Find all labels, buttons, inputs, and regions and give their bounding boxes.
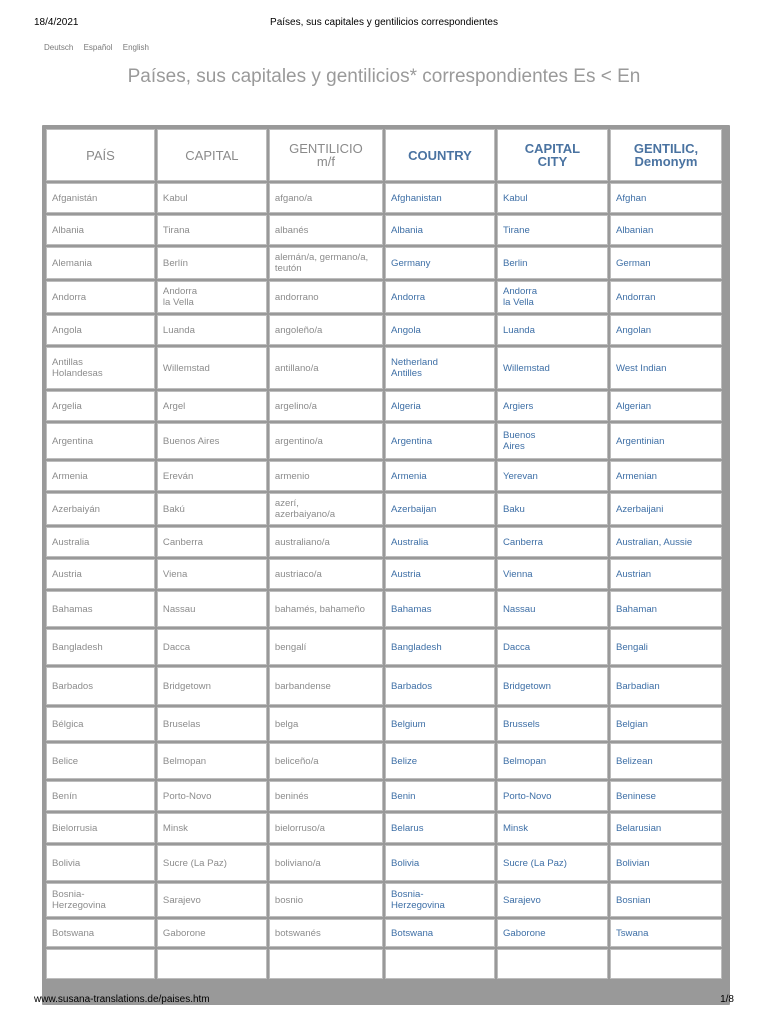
cell-demonym: Andorran: [610, 281, 722, 313]
table-row: [46, 247, 722, 279]
cell-capital-city: Dacca: [497, 629, 608, 665]
cell-demonym: Tswana: [610, 919, 722, 947]
table-row: [46, 461, 722, 491]
table-row: [46, 629, 722, 665]
cell-capital: Canberra: [157, 527, 267, 557]
cell-gentilicio: andorrano: [269, 281, 383, 313]
cell-pais: Afganistán: [46, 183, 155, 213]
table-row: [46, 919, 722, 947]
cell-empty: [385, 949, 495, 979]
cell-gentilicio: bahamés, bahameño: [269, 591, 383, 627]
cell-capital-city: Andorra la Vella: [497, 281, 608, 313]
header-gentilicio: GENTILICIO m/f: [269, 129, 383, 181]
table-row-partial: [46, 949, 722, 979]
table-row: [46, 707, 722, 741]
print-url: www.susana-translations.de/paises.htm: [34, 994, 210, 1005]
cell-demonym: Bosnian: [610, 883, 722, 917]
header-country: COUNTRY: [385, 129, 495, 181]
cell-gentilicio: afgano/a: [269, 183, 383, 213]
cell-pais: Bangladesh: [46, 629, 155, 665]
cell-capital-city: Yerevan: [497, 461, 608, 491]
table-row: [46, 391, 722, 421]
cell-capital-city: Sarajevo: [497, 883, 608, 917]
table-row: [46, 315, 722, 345]
table-row: [46, 667, 722, 705]
cell-capital-city: Argiers: [497, 391, 608, 421]
cell-country: Bolivia: [385, 845, 495, 881]
cell-country: Australia: [385, 527, 495, 557]
cell-pais: Belice: [46, 743, 155, 779]
cell-capital-city: Luanda: [497, 315, 608, 345]
cell-capital: Viena: [157, 559, 267, 589]
cell-demonym: Barbadian: [610, 667, 722, 705]
cell-pais: Bahamas: [46, 591, 155, 627]
cell-gentilicio: albanés: [269, 215, 383, 245]
cell-demonym: West Indian: [610, 347, 722, 389]
cell-country: Albania: [385, 215, 495, 245]
cell-demonym: Belizean: [610, 743, 722, 779]
cell-capital-city: Belmopan: [497, 743, 608, 779]
cell-gentilicio: antillano/a: [269, 347, 383, 389]
countries-table: [44, 127, 724, 981]
cell-country: Bosnia- Herzegovina: [385, 883, 495, 917]
print-title: Países, sus capitales y gentilicios correspondientes: [270, 17, 498, 28]
cell-demonym: Belgian: [610, 707, 722, 741]
cell-demonym: Armenian: [610, 461, 722, 491]
cell-country: Netherland Antilles: [385, 347, 495, 389]
cell-demonym: Bahaman: [610, 591, 722, 627]
cell-pais: Benín: [46, 781, 155, 811]
table-row: [46, 215, 722, 245]
cell-country: Barbados: [385, 667, 495, 705]
language-link-english[interactable]: English: [122, 43, 149, 52]
table-row: [46, 423, 722, 459]
table-row: [46, 527, 722, 557]
cell-pais: Antillas Holandesas: [46, 347, 155, 389]
cell-pais: Andorra: [46, 281, 155, 313]
cell-country: Belarus: [385, 813, 495, 843]
header-demonym: GENTILIC, Demonym: [610, 129, 722, 181]
table-row: [46, 281, 722, 313]
cell-empty: [46, 949, 155, 979]
cell-gentilicio: azerí, azerbaiyano/a: [269, 493, 383, 525]
cell-gentilicio: boliviano/a: [269, 845, 383, 881]
cell-capital: Gaborone: [157, 919, 267, 947]
cell-gentilicio: australiano/a: [269, 527, 383, 557]
cell-capital: Bridgetown: [157, 667, 267, 705]
cell-pais: Argelia: [46, 391, 155, 421]
cell-demonym: German: [610, 247, 722, 279]
cell-capital: Sucre (La Paz): [157, 845, 267, 881]
cell-pais: Bolivia: [46, 845, 155, 881]
cell-capital-city: Brussels: [497, 707, 608, 741]
cell-empty: [610, 949, 722, 979]
cell-country: Bahamas: [385, 591, 495, 627]
cell-pais: Albania: [46, 215, 155, 245]
table-row: [46, 493, 722, 525]
cell-pais: Angola: [46, 315, 155, 345]
cell-capital-city: Sucre (La Paz): [497, 845, 608, 881]
print-header: [34, 17, 734, 31]
cell-demonym: Albanian: [610, 215, 722, 245]
cell-pais: Argentina: [46, 423, 155, 459]
cell-capital: Willemstad: [157, 347, 267, 389]
cell-pais: Bosnia- Herzegovina: [46, 883, 155, 917]
cell-pais: Armenia: [46, 461, 155, 491]
cell-demonym: Beninese: [610, 781, 722, 811]
cell-gentilicio: bielorruso/a: [269, 813, 383, 843]
cell-pais: Bielorrusia: [46, 813, 155, 843]
cell-demonym: Angolan: [610, 315, 722, 345]
language-link-deutsch[interactable]: Deutsch: [44, 43, 74, 52]
cell-capital-city: Canberra: [497, 527, 608, 557]
cell-capital-city: Minsk: [497, 813, 608, 843]
cell-gentilicio: argentino/a: [269, 423, 383, 459]
cell-demonym: Azerbaijani: [610, 493, 722, 525]
print-footer: [34, 994, 734, 1005]
print-page-number: 1/8: [720, 994, 734, 1005]
cell-pais: Bélgica: [46, 707, 155, 741]
language-link-espanol[interactable]: Español: [83, 43, 113, 52]
cell-gentilicio: alemán/a, germano/a, teutón: [269, 247, 383, 279]
cell-gentilicio: beliceño/a: [269, 743, 383, 779]
cell-pais: Alemania: [46, 247, 155, 279]
cell-demonym: Bengali: [610, 629, 722, 665]
cell-capital: Kabul: [157, 183, 267, 213]
cell-gentilicio: belga: [269, 707, 383, 741]
cell-capital: Buenos Aires: [157, 423, 267, 459]
cell-demonym: Australian, Aussie: [610, 527, 722, 557]
cell-capital: Ereván: [157, 461, 267, 491]
cell-capital: Berlín: [157, 247, 267, 279]
cell-capital-city: Porto-Novo: [497, 781, 608, 811]
countries-table-frame: [42, 125, 730, 1005]
page-title: Países, sus capitales y gentilicios* correspondientes Es < En: [127, 66, 641, 87]
cell-country: Bangladesh: [385, 629, 495, 665]
cell-capital-city: Berlin: [497, 247, 608, 279]
cell-capital-city: Bridgetown: [497, 667, 608, 705]
cell-country: Austria: [385, 559, 495, 589]
cell-capital: Bruselas: [157, 707, 267, 741]
cell-capital-city: Tirane: [497, 215, 608, 245]
table-row: [46, 781, 722, 811]
table-row: [46, 813, 722, 843]
cell-capital: Argel: [157, 391, 267, 421]
cell-empty: [497, 949, 608, 979]
cell-demonym: Bolivian: [610, 845, 722, 881]
cell-gentilicio: botswanés: [269, 919, 383, 947]
print-date: 18/4/2021: [34, 17, 79, 28]
cell-gentilicio: armenio: [269, 461, 383, 491]
cell-capital: Belmopan: [157, 743, 267, 779]
cell-pais: Austria: [46, 559, 155, 589]
cell-capital-city: Baku: [497, 493, 608, 525]
cell-capital: Bakú: [157, 493, 267, 525]
cell-country: Algeria: [385, 391, 495, 421]
cell-country: Botswana: [385, 919, 495, 947]
cell-demonym: Algerian: [610, 391, 722, 421]
cell-pais: Azerbaiyán: [46, 493, 155, 525]
cell-capital-city: Willemstad: [497, 347, 608, 389]
cell-country: Andorra: [385, 281, 495, 313]
cell-gentilicio: austriaco/a: [269, 559, 383, 589]
table-row: [46, 183, 722, 213]
language-links: [44, 43, 157, 52]
cell-capital-city: Kabul: [497, 183, 608, 213]
cell-country: Germany: [385, 247, 495, 279]
cell-pais: Australia: [46, 527, 155, 557]
table-body: [46, 183, 722, 979]
cell-country: Azerbaijan: [385, 493, 495, 525]
cell-country: Armenia: [385, 461, 495, 491]
cell-capital: Luanda: [157, 315, 267, 345]
cell-country: Benin: [385, 781, 495, 811]
cell-demonym: Argentinian: [610, 423, 722, 459]
cell-country: Angola: [385, 315, 495, 345]
cell-capital: Sarajevo: [157, 883, 267, 917]
cell-gentilicio: beninés: [269, 781, 383, 811]
table-row: [46, 845, 722, 881]
header-capital-city: CAPITAL CITY: [497, 129, 608, 181]
cell-capital-city: Buenos Aires: [497, 423, 608, 459]
table-row: [46, 743, 722, 779]
cell-capital: Minsk: [157, 813, 267, 843]
table-row: [46, 559, 722, 589]
cell-country: Argentina: [385, 423, 495, 459]
header-capital: CAPITAL: [157, 129, 267, 181]
cell-gentilicio: argelino/a: [269, 391, 383, 421]
cell-pais: Barbados: [46, 667, 155, 705]
cell-capital: Nassau: [157, 591, 267, 627]
cell-capital: Andorra la Vella: [157, 281, 267, 313]
header-pais: PAÍS: [46, 129, 155, 181]
cell-country: Belgium: [385, 707, 495, 741]
cell-capital: Porto-Novo: [157, 781, 267, 811]
table-header-row: [46, 129, 722, 181]
table-row: [46, 347, 722, 389]
cell-demonym: Austrian: [610, 559, 722, 589]
cell-empty: [269, 949, 383, 979]
cell-empty: [157, 949, 267, 979]
cell-demonym: Afghan: [610, 183, 722, 213]
cell-capital-city: Nassau: [497, 591, 608, 627]
table-row: [46, 591, 722, 627]
cell-gentilicio: angoleño/a: [269, 315, 383, 345]
cell-gentilicio: bengalí: [269, 629, 383, 665]
cell-gentilicio: bosnio: [269, 883, 383, 917]
table-row: [46, 883, 722, 917]
cell-pais: Botswana: [46, 919, 155, 947]
cell-country: Belize: [385, 743, 495, 779]
cell-capital-city: Gaborone: [497, 919, 608, 947]
cell-demonym: Belarusian: [610, 813, 722, 843]
cell-gentilicio: barbandense: [269, 667, 383, 705]
cell-country: Afghanistan: [385, 183, 495, 213]
cell-capital: Tirana: [157, 215, 267, 245]
cell-capital-city: Vienna: [497, 559, 608, 589]
cell-capital: Dacca: [157, 629, 267, 665]
